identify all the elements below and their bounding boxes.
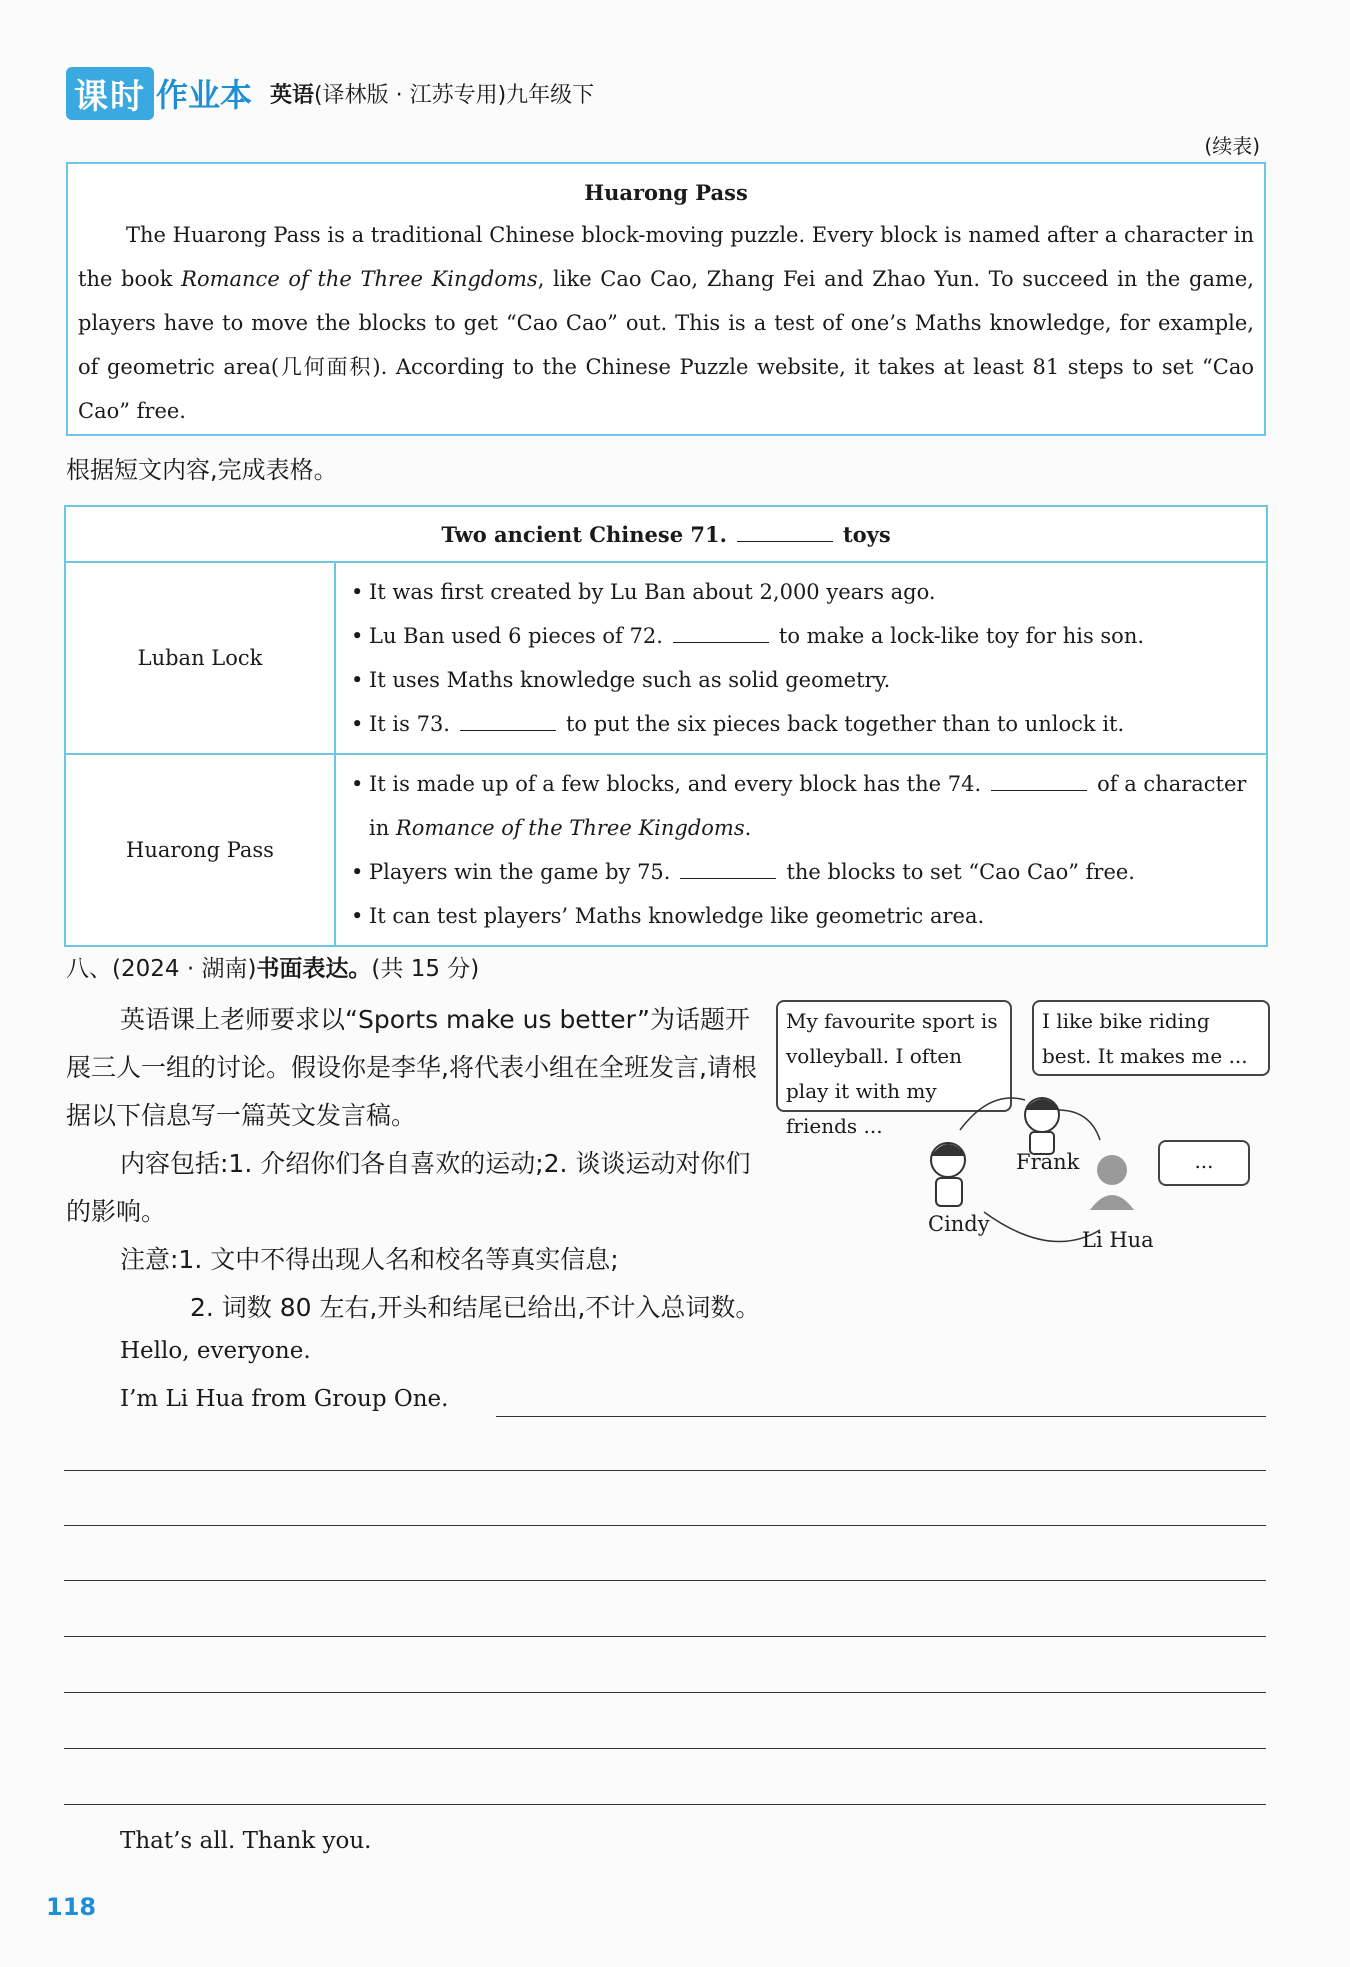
page-header bbox=[66, 68, 594, 118]
info-table bbox=[64, 505, 1268, 947]
blank-74[interactable] bbox=[991, 770, 1087, 791]
lihua-body-icon bbox=[1090, 1195, 1134, 1210]
continued-label: (续表) bbox=[1204, 134, 1260, 158]
row-label-luban: Luban Lock bbox=[65, 562, 335, 754]
huarong-bullet-3: • It can test players’ Maths knowledge like geometric area. bbox=[351, 904, 985, 928]
blank-72[interactable] bbox=[673, 622, 769, 643]
writing-line[interactable] bbox=[64, 1692, 1266, 1693]
task-paragraph-2: 内容包括:1. 介绍你们各自喜欢的运动;2. 谈谈运动对你们的影响。 bbox=[66, 1149, 751, 1226]
luban-bullet-2: • Lu Ban used 6 pieces of 72. to make a lock-like toy for his son. bbox=[351, 624, 1145, 648]
passage-title: Huarong Pass bbox=[584, 180, 748, 205]
cindy-label: Cindy bbox=[928, 1212, 990, 1236]
writing-line[interactable] bbox=[64, 1636, 1266, 1637]
table-instruction: 根据短文内容,完成表格。 bbox=[66, 456, 338, 484]
lihua-label: Li Hua bbox=[1082, 1228, 1154, 1252]
brand-name: 作业本 bbox=[156, 76, 253, 114]
blank-73[interactable] bbox=[460, 710, 556, 731]
lihua-speech-bubble: ... bbox=[1158, 1140, 1250, 1186]
writing-line[interactable] bbox=[64, 1525, 1266, 1526]
passage-box bbox=[66, 162, 1266, 436]
writing-line[interactable] bbox=[64, 1804, 1266, 1805]
writing-closing: That’s all. Thank you. bbox=[120, 1828, 372, 1854]
huarong-bullet-1-cont: in Romance of the Three Kingdoms. bbox=[369, 816, 752, 840]
writing-task bbox=[66, 996, 766, 1332]
row-label-huarong: Huarong Pass bbox=[65, 754, 335, 946]
writing-line[interactable] bbox=[64, 1748, 1266, 1749]
huarong-bullet-2: • Players win the game by 75. the blocks to set “Cao Cao” free. bbox=[351, 860, 1135, 884]
task-note-2: 2. 词数 80 左右,开头和结尾已给出,不计入总词数。 bbox=[190, 1293, 761, 1322]
writing-opening-1: Hello, everyone. bbox=[120, 1338, 311, 1364]
blank-71[interactable] bbox=[737, 521, 833, 542]
section-8-heading: 八、(2024 · 湖南)书面表达。(共 15 分) bbox=[66, 956, 480, 982]
luban-bullet-1: • It was first created by Lu Ban about 2,000 years ago. bbox=[351, 580, 936, 604]
writing-opening-2: I’m Li Hua from Group One. bbox=[120, 1386, 449, 1412]
frank-label: Frank bbox=[1016, 1150, 1080, 1174]
luban-bullet-4: • It is 73. to put the six pieces back together than to unlock it. bbox=[351, 712, 1125, 736]
brand-logo: 课时 bbox=[66, 67, 154, 120]
cindy-speech-bubble: My favourite sport is volleyball. I often play it with my friends ... bbox=[776, 1000, 1012, 1112]
passage-text: The Huarong Pass is a traditional Chinese block-moving puzzle. Every block is named after a character in the book Romance of the Three Kingdoms, like Cao Cao, Zhang Fei and Zhao Yun. To succeed in the game, players have to move the blocks to get “Cao Cao” out. This is a test of one’s Maths knowledge, for example, of geometric area(几何面积). According to the Chinese Puzzle website, it takes at least 81 steps to set “Cao Cao” free. bbox=[78, 223, 1254, 423]
cindy-body-icon bbox=[936, 1178, 962, 1206]
task-note-1: 注意:1. 文中不得出现人名和校名等真实信息; bbox=[120, 1245, 619, 1274]
luban-bullet-3: • It uses Maths knowledge such as solid geometry. bbox=[351, 668, 891, 692]
page-number: 118 bbox=[46, 1893, 97, 1921]
lihua-head-icon bbox=[1097, 1155, 1127, 1185]
writing-line[interactable] bbox=[496, 1416, 1266, 1417]
huarong-bullet-1: • It is made up of a few blocks, and every block has the 74. of a character bbox=[351, 772, 1247, 796]
table-header: Two ancient Chinese 71. toys bbox=[65, 506, 1267, 562]
frank-speech-bubble: I like bike riding best. It makes me ... bbox=[1032, 1000, 1270, 1076]
writing-line[interactable] bbox=[64, 1470, 1266, 1471]
blank-75[interactable] bbox=[680, 858, 776, 879]
writing-line[interactable] bbox=[64, 1580, 1266, 1581]
task-paragraph-1: 英语课上老师要求以“Sports make us better”为话题开展三人一组的讨论。假设你是李华,将代表小组在全班发言,请根据以下信息写一篇英文发言稿。 bbox=[66, 1005, 757, 1130]
book-subtitle: 英语(译林版 · 江苏专用)九年级下 bbox=[270, 82, 595, 108]
